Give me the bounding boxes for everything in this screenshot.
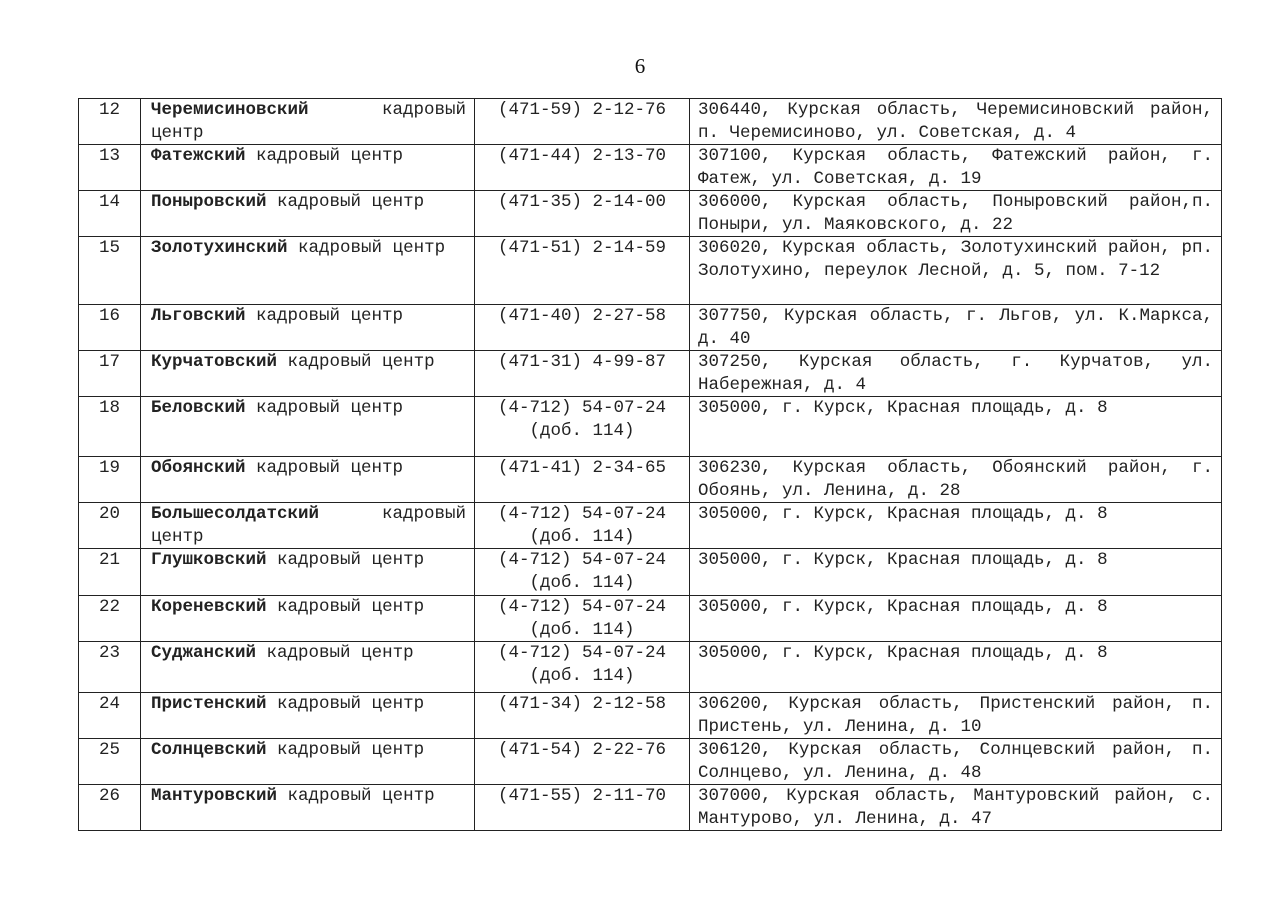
row-number: 16 — [79, 305, 141, 351]
phone-cell — [475, 739, 690, 785]
phone-cell — [475, 351, 690, 397]
phone-cell — [475, 145, 690, 191]
center-name-bold: Золотухинский — [151, 238, 288, 258]
center-name-cell — [141, 739, 475, 785]
center-name-bold: Глушковский — [151, 550, 267, 570]
row-number: 17 — [79, 351, 141, 397]
center-name-cell — [141, 596, 475, 642]
center-name-cell — [141, 305, 475, 351]
center-name-rest: кадровый центр — [151, 504, 466, 547]
table-row — [79, 145, 1222, 191]
address-cell: 305000, г. Курск, Красная площадь, д. 8 — [690, 503, 1222, 549]
center-name-bold: Мантуровский — [151, 786, 278, 806]
table-row — [79, 739, 1222, 785]
row-number: 18 — [79, 397, 141, 457]
center-name-bold: Обоянский — [151, 458, 246, 478]
phone-cell — [475, 503, 690, 549]
address-cell: 306120, Курская область, Солнцевский район, п. Солнцево, ул. Ленина, д. 48 — [690, 739, 1222, 785]
phone-number: (471-51) 2-14-59 — [497, 238, 667, 258]
phone-cell — [475, 457, 690, 503]
phone-number: (4-712) 54-07-24 — [497, 643, 667, 663]
center-name-bold: Пристенский — [151, 694, 267, 714]
phone-cell — [475, 693, 690, 739]
center-name-bold: Кореневский — [151, 597, 267, 617]
center-name-rest: кадровый центр — [287, 786, 435, 806]
center-name-bold: Солнцевский — [151, 740, 267, 760]
address-cell: 306440, Курская область, Черемисиновский район, п. Черемисиново, ул. Советская, д. 4 — [690, 99, 1222, 145]
center-name-rest: кадровый центр — [277, 694, 425, 714]
center-name-rest: кадровый центр — [277, 597, 425, 617]
phone-cell — [475, 785, 690, 831]
phone-cell — [475, 397, 690, 457]
center-name-rest: кадровый центр — [287, 352, 435, 372]
address-cell: 306200, Курская область, Пристенский район, п. Пристень, ул. Ленина, д. 10 — [690, 693, 1222, 739]
phone-number: (471-35) 2-14-00 — [497, 192, 667, 212]
center-name-cell — [141, 642, 475, 693]
row-number: 12 — [79, 99, 141, 145]
row-number: 23 — [79, 642, 141, 693]
address-cell: 307100, Курская область, Фатежский район, г. Фатеж, ул. Советская, д. 19 — [690, 145, 1222, 191]
center-name-bold: Беловский — [151, 398, 246, 418]
phone-number: (4-712) 54-07-24 — [497, 504, 667, 524]
address-cell: 307000, Курская область, Мантуровский район, с. Мантурово, ул. Ленина, д. 47 — [690, 785, 1222, 831]
phone-number: (471-55) 2-11-70 — [497, 786, 667, 806]
center-name-cell — [141, 351, 475, 397]
address-cell: 305000, г. Курск, Красная площадь, д. 8 — [690, 397, 1222, 457]
phone-extension: (доб. 114) — [529, 619, 635, 640]
row-number: 13 — [79, 145, 141, 191]
row-number: 22 — [79, 596, 141, 642]
phone-cell — [475, 596, 690, 642]
table-row — [79, 457, 1222, 503]
address-cell: 305000, г. Курск, Красная площадь, д. 8 — [690, 642, 1222, 693]
center-name-cell — [141, 145, 475, 191]
phone-cell — [475, 549, 690, 596]
address-cell: 306020, Курская область, Золотухинский район, рп. Золотухино, переулок Лесной, д. 5, пом. 7-12 — [690, 237, 1222, 305]
table-row — [79, 503, 1222, 549]
center-name-cell — [141, 549, 475, 596]
table-row — [79, 351, 1222, 397]
center-name-rest: кадровый центр — [266, 643, 414, 663]
kadr-centers-table — [78, 98, 1222, 831]
phone-extension: (доб. 114) — [529, 665, 635, 686]
phone-cell — [475, 642, 690, 693]
row-number: 20 — [79, 503, 141, 549]
phone-cell — [475, 237, 690, 305]
table-row — [79, 397, 1222, 457]
address-cell: 306230, Курская область, Обоянский район, г. Обоянь, ул. Ленина, д. 28 — [690, 457, 1222, 503]
center-name-cell — [141, 397, 475, 457]
center-name-bold: Льговский — [151, 306, 246, 326]
table-row — [79, 785, 1222, 831]
center-name-bold: Черемисиновский — [151, 100, 309, 120]
address-cell: 307750, Курская область, г. Льгов, ул. К.Маркса, д. 40 — [690, 305, 1222, 351]
center-name-rest: кадровый центр — [277, 740, 425, 760]
center-name-rest: кадровый центр — [256, 146, 404, 166]
center-name-bold: Поныровский — [151, 192, 267, 212]
table-row — [79, 596, 1222, 642]
center-name-cell — [141, 237, 475, 305]
phone-number: (471-59) 2-12-76 — [497, 100, 667, 120]
phone-number: (4-712) 54-07-24 — [497, 597, 667, 617]
center-name-cell — [141, 457, 475, 503]
center-name-cell — [141, 693, 475, 739]
address-cell: 305000, г. Курск, Красная площадь, д. 8 — [690, 549, 1222, 596]
center-name-cell — [141, 503, 475, 549]
center-name-rest: кадровый центр — [277, 550, 425, 570]
phone-extension: (доб. 114) — [529, 420, 635, 441]
center-name-rest: кадровый центр — [256, 398, 404, 418]
center-name-rest: кадровый центр — [256, 306, 404, 326]
center-name-cell — [141, 99, 475, 145]
center-name-rest: кадровый центр — [256, 458, 404, 478]
table-row — [79, 191, 1222, 237]
center-name-rest: кадровый центр — [277, 192, 425, 212]
table-row — [79, 237, 1222, 305]
phone-number: (471-31) 4-99-87 — [497, 352, 667, 372]
table-row — [79, 693, 1222, 739]
phone-number: (471-54) 2-22-76 — [497, 740, 667, 760]
phone-cell — [475, 99, 690, 145]
center-name-rest: кадровый центр — [151, 100, 466, 143]
phone-number: (471-41) 2-34-65 — [497, 458, 667, 478]
center-name-bold: Фатежский — [151, 146, 246, 166]
phone-extension: (доб. 114) — [529, 572, 635, 593]
row-number: 21 — [79, 549, 141, 596]
phone-number: (4-712) 54-07-24 — [497, 550, 667, 570]
center-name-cell — [141, 785, 475, 831]
center-name-bold: Большесолдатский — [151, 504, 320, 524]
phone-cell — [475, 305, 690, 351]
row-number: 19 — [79, 457, 141, 503]
center-name-rest: кадровый центр — [298, 238, 446, 258]
address-cell: 305000, г. Курск, Красная площадь, д. 8 — [690, 596, 1222, 642]
center-name-cell — [141, 191, 475, 237]
phone-number: (4-712) 54-07-24 — [497, 398, 667, 418]
center-name-bold: Курчатовский — [151, 352, 278, 372]
center-name-bold: Суджанский — [151, 643, 257, 663]
address-cell: 306000, Курская область, Поныровский район,п. Поныри, ул. Маяковского, д. 22 — [690, 191, 1222, 237]
table-row — [79, 549, 1222, 596]
phone-number: (471-34) 2-12-58 — [497, 694, 667, 714]
row-number: 14 — [79, 191, 141, 237]
row-number: 25 — [79, 739, 141, 785]
row-number: 15 — [79, 237, 141, 305]
table-row — [79, 642, 1222, 693]
table-row — [79, 99, 1222, 145]
phone-number: (471-44) 2-13-70 — [497, 146, 667, 166]
address-cell: 307250, Курская область, г. Курчатов, ул. Набережная, д. 4 — [690, 351, 1222, 397]
row-number: 24 — [79, 693, 141, 739]
table-row — [79, 305, 1222, 351]
page-number: 6 — [634, 54, 646, 78]
phone-number: (471-40) 2-27-58 — [497, 306, 667, 326]
table-body — [79, 99, 1222, 831]
phone-extension: (доб. 114) — [529, 526, 635, 547]
row-number: 26 — [79, 785, 141, 831]
phone-cell — [475, 191, 690, 237]
